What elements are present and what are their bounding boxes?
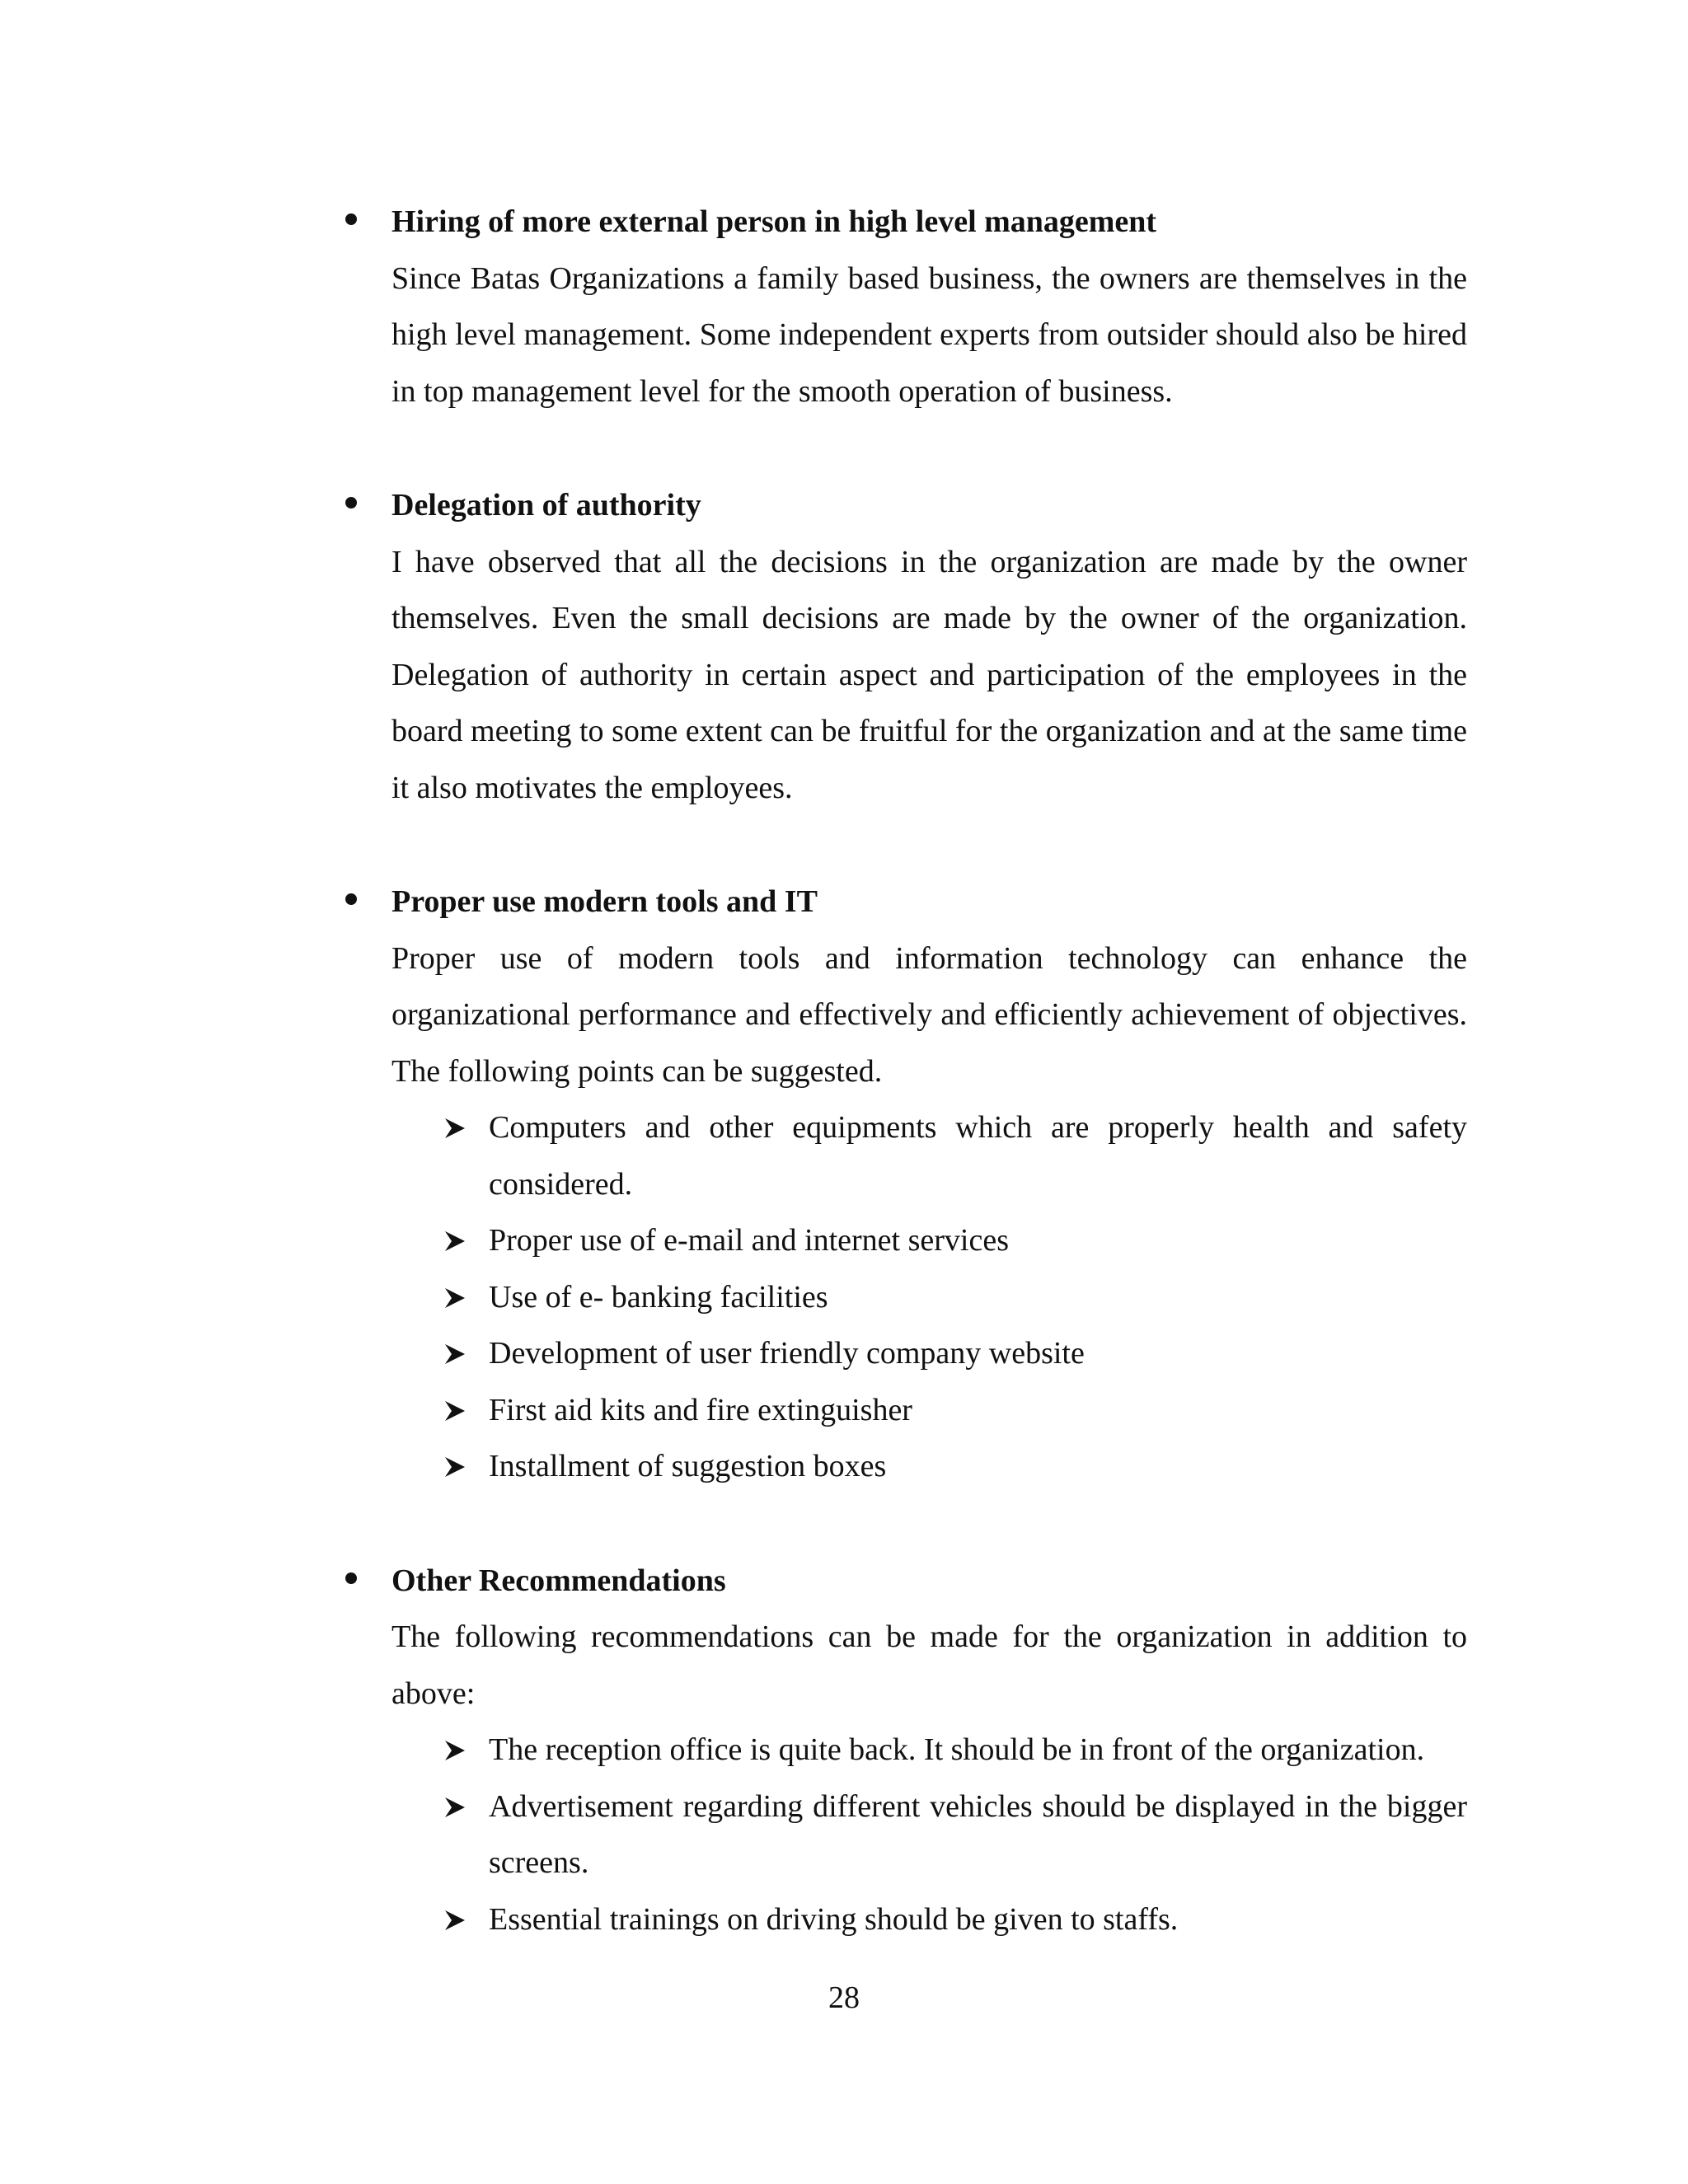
list-item (392, 1382, 1467, 1439)
section-heading-text: Hiring of more external person in high level management (392, 204, 1157, 239)
list-item (392, 1269, 1467, 1326)
arrow-bullet-icon (443, 1342, 467, 1366)
list-item (392, 1325, 1467, 1382)
list-item-text: First aid kits and fire extinguisher (489, 1392, 912, 1427)
arrow-bullet-icon (443, 1399, 467, 1423)
arrow-bullet-icon (443, 1116, 467, 1141)
bullet-dot-icon (345, 1572, 357, 1584)
list-item (392, 1438, 1467, 1495)
list-item (392, 1099, 1467, 1212)
section-delegation (392, 477, 1467, 816)
page-content (392, 194, 1467, 2005)
list-item-text: Advertisement regarding different vehicles should be displayed in the bigger screens. (489, 1788, 1467, 1880)
list-item-text: Computers and other equipments which are properly health and safety considered. (489, 1110, 1467, 1202)
section-external-hiring (392, 194, 1467, 419)
list-item (392, 1722, 1467, 1779)
list-item (392, 1779, 1467, 1891)
section-other-recommendations (392, 1553, 1467, 1948)
list-item-text: Development of user friendly company website (489, 1336, 1085, 1371)
arrow-bullet-icon (443, 1795, 467, 1820)
list-item (392, 1891, 1467, 1948)
list-item-text: Proper use of e-mail and internet services (489, 1223, 1009, 1258)
list-item-text: Use of e- banking facilities (489, 1279, 828, 1315)
bullet-dot-icon (345, 893, 357, 905)
list-item-text: The reception office is quite back. It should be in front of the organization. (489, 1732, 1425, 1767)
section-heading (392, 1553, 1467, 1610)
section-modern-tools (392, 874, 1467, 1495)
list-item-text: Installment of suggestion boxes (489, 1449, 887, 1483)
arrow-bullet-icon (443, 1455, 467, 1479)
bullet-dot-icon (345, 497, 357, 509)
suggestion-list (392, 1099, 1467, 1495)
section-paragraph: Since Batas Organizations a family based business, the owners are themselves in the high level management. Some independent experts from outsider should also be hired in top management level for the smooth operation of business. (392, 260, 1467, 409)
section-paragraph: The following recommendations can be made for the organization in addition to above: (392, 1619, 1467, 1711)
recommendation-list (392, 1722, 1467, 1947)
section-heading (392, 874, 1467, 930)
bullet-dot-icon (345, 213, 357, 225)
list-item (392, 1212, 1467, 1269)
page-number: 28 (828, 1980, 860, 2015)
section-paragraph: I have observed that all the decisions in the organization are made by the owner themselves. Even the small decisions are made by the owner of the organization. Delegation of authority in certain aspect and participation of the employees in the board meeting to some extent can be fruitful for the organization and at the same time it also motivates the employees. (392, 544, 1467, 805)
arrow-bullet-icon (443, 1908, 467, 1933)
section-heading-text: Delegation of authority (392, 488, 701, 523)
list-item-text: Essential trainings on driving should be given to staffs. (489, 1901, 1179, 1937)
section-heading-text: Proper use modern tools and IT (392, 884, 818, 919)
section-heading (392, 194, 1467, 251)
arrow-bullet-icon (443, 1229, 467, 1254)
section-heading-text: Other Recommendations (392, 1563, 726, 1598)
section-paragraph: Proper use of modern tools and information technology can enhance the organizational performance and effectively and efficiently achievement of objectives. The following points can be suggested. (392, 940, 1467, 1089)
section-heading (392, 477, 1467, 534)
arrow-bullet-icon (443, 1738, 467, 1763)
arrow-bullet-icon (443, 1286, 467, 1310)
